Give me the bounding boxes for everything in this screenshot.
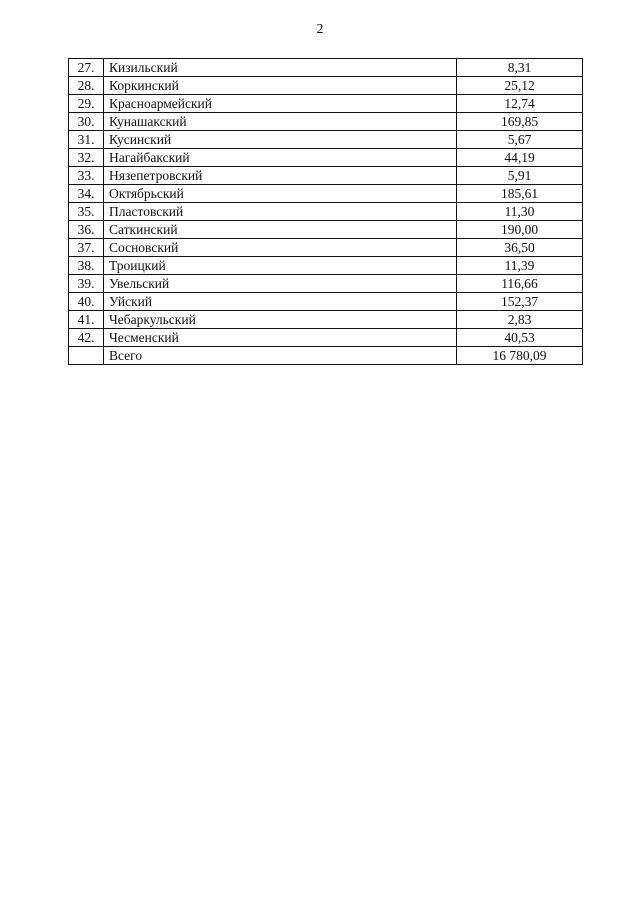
- row-number: 36.: [69, 221, 104, 239]
- total-number: [69, 347, 104, 365]
- total-label: Всего: [104, 347, 457, 365]
- district-value: 5,91: [457, 167, 583, 185]
- district-value: 25,12: [457, 77, 583, 95]
- row-number: 29.: [69, 95, 104, 113]
- row-number: 35.: [69, 203, 104, 221]
- district-table-container: [68, 58, 583, 365]
- row-number: 39.: [69, 275, 104, 293]
- district-value: 12,74: [457, 95, 583, 113]
- district-name: Саткинский: [104, 221, 457, 239]
- district-value: 40,53: [457, 329, 583, 347]
- district-name: Коркинский: [104, 77, 457, 95]
- table-row: [69, 329, 583, 347]
- district-name: Сосновский: [104, 239, 457, 257]
- district-value: 185,61: [457, 185, 583, 203]
- table-row: [69, 185, 583, 203]
- district-value: 5,67: [457, 131, 583, 149]
- table-row: [69, 239, 583, 257]
- district-name: Красноармейский: [104, 95, 457, 113]
- row-number: 37.: [69, 239, 104, 257]
- district-value: 190,00: [457, 221, 583, 239]
- district-name: Кизильский: [104, 59, 457, 77]
- row-number: 31.: [69, 131, 104, 149]
- district-value: 11,30: [457, 203, 583, 221]
- district-value: 36,50: [457, 239, 583, 257]
- row-number: 38.: [69, 257, 104, 275]
- row-number: 40.: [69, 293, 104, 311]
- table-row: [69, 221, 583, 239]
- row-number: 32.: [69, 149, 104, 167]
- district-name: Уйский: [104, 293, 457, 311]
- row-number: 30.: [69, 113, 104, 131]
- table-row: [69, 167, 583, 185]
- total-value: 16 780,09: [457, 347, 583, 365]
- table-row: [69, 113, 583, 131]
- district-value: 169,85: [457, 113, 583, 131]
- table-row: [69, 77, 583, 95]
- district-name: Троицкий: [104, 257, 457, 275]
- table-row: [69, 131, 583, 149]
- district-value: 11,39: [457, 257, 583, 275]
- district-value: 2,83: [457, 311, 583, 329]
- district-value: 8,31: [457, 59, 583, 77]
- table-row: [69, 203, 583, 221]
- district-table: [68, 58, 583, 365]
- table-row: [69, 293, 583, 311]
- district-name: Чебаркульский: [104, 311, 457, 329]
- district-name: Нязепетровский: [104, 167, 457, 185]
- table-row: [69, 275, 583, 293]
- district-name: Пластовский: [104, 203, 457, 221]
- page-number: 2: [316, 22, 324, 37]
- district-name: Кусинский: [104, 131, 457, 149]
- row-number: 41.: [69, 311, 104, 329]
- district-name: Чесменский: [104, 329, 457, 347]
- district-value: 44,19: [457, 149, 583, 167]
- district-name: Нагайбакский: [104, 149, 457, 167]
- row-number: 28.: [69, 77, 104, 95]
- row-number: 33.: [69, 167, 104, 185]
- row-number: 42.: [69, 329, 104, 347]
- row-number: 27.: [69, 59, 104, 77]
- district-value: 152,37: [457, 293, 583, 311]
- table-row: [69, 311, 583, 329]
- table-row: [69, 149, 583, 167]
- table-row: [69, 257, 583, 275]
- district-value: 116,66: [457, 275, 583, 293]
- district-name: Октябрьский: [104, 185, 457, 203]
- table-body: [69, 59, 583, 365]
- district-name: Кунашакский: [104, 113, 457, 131]
- table-total-row: [69, 347, 583, 365]
- row-number: 34.: [69, 185, 104, 203]
- table-row: [69, 59, 583, 77]
- table-row: [69, 95, 583, 113]
- district-name: Увельский: [104, 275, 457, 293]
